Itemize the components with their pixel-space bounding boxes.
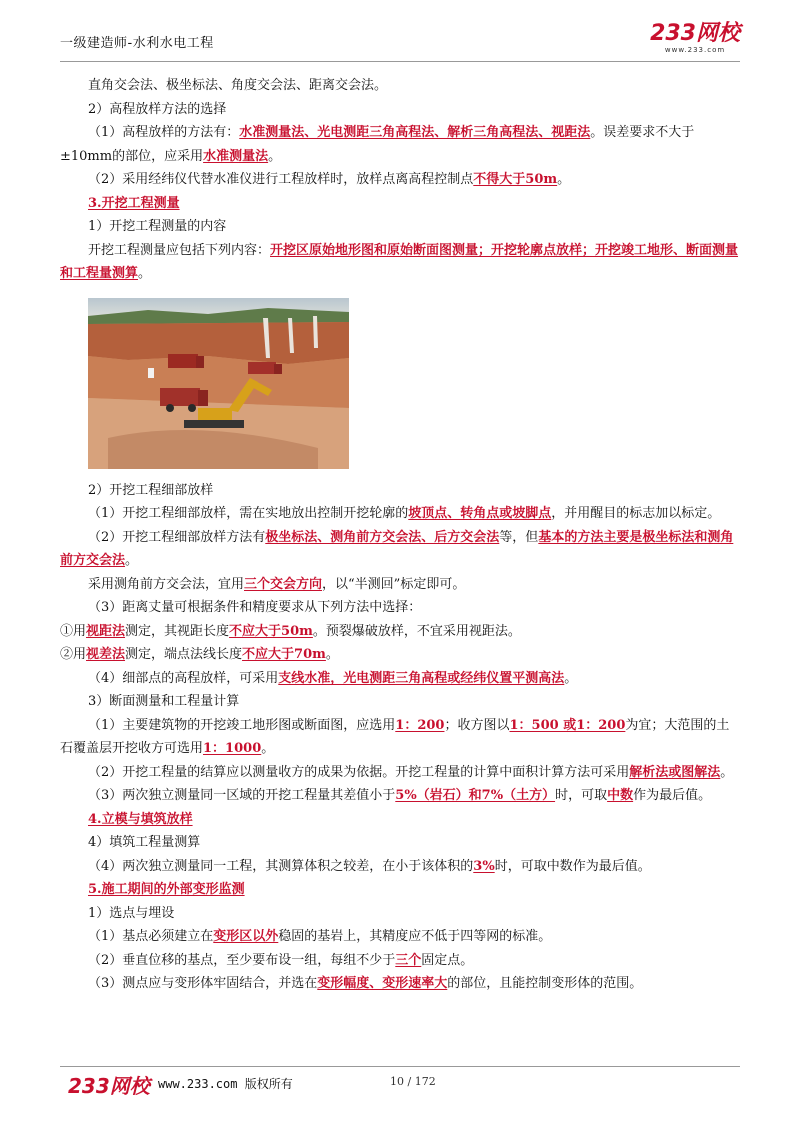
paragraph: （1）开挖工程细部放样，需在实地放出控制开挖轮廓的坡顶点、转角点或坡脚点，并用醒目的标志加以标定。: [88, 506, 721, 521]
key-term: 支线水准，光电测距三角高程或经纬仪置平测高法: [278, 670, 565, 686]
paragraph: 采用测角前方交会法，宜用三个交会方向，以“半测回”标定即可。: [88, 576, 466, 592]
key-term: 水准测量法、光电测距三角高程法、解析三角高程法、视距法: [239, 125, 591, 140]
excavation-site-photo: [88, 298, 349, 469]
list-item: ②用视差法测定，端点法线长度不应大于70m。: [60, 647, 339, 662]
key-term: 5%（岩石）和7%（土方）: [395, 788, 556, 803]
key-term: 1：1000: [203, 741, 262, 756]
section-heading: 5.施工期间的外部变形监测: [88, 882, 245, 897]
paragraph: （3）测点应与变形体牢固结合，并选在变形幅度、变形速率大的部位，且能控制变形体的范围。: [88, 976, 643, 991]
key-term: 3%: [473, 858, 495, 874]
key-term: 坡顶点、转角点或坡脚点: [408, 506, 552, 521]
key-term: 不应大于70m: [242, 647, 326, 662]
logo-text: 233网校: [650, 21, 740, 46]
key-term: 1：200: [395, 717, 445, 733]
header-divider: [60, 61, 740, 62]
page-number: 10 / 172: [390, 1075, 436, 1088]
key-term: 三个: [395, 952, 422, 968]
paragraph: （3）距离丈量可根据条件和精度要求从下列方法中选择：: [88, 600, 422, 615]
page-footer: [60, 1070, 740, 1096]
footer-logo: 233网校: [68, 1074, 150, 1098]
paragraph: （1）主要建筑物的开挖竣工地形图或断面图，应选用1：200；收方图以1：500 或1：200为宜；大范围的土石覆盖层开挖收方可选用1：1000。: [60, 717, 730, 756]
key-term: 视差法: [86, 647, 126, 662]
paragraph: （4）细部点的高程放样，可采用支线水准，光电测距三角高程或经纬仪置平测高法。: [88, 670, 578, 686]
subheading: 2）开挖工程细部放样: [88, 482, 214, 498]
paragraph: 开挖工程测量应包括下列内容：开挖区原始地形图和原始断面图测量；开挖轮廓点放样；开挖竣工地形、断面测量和工程量测算。: [60, 242, 739, 281]
page-header: [60, 22, 740, 62]
logo-url: www.233.com: [664, 46, 726, 54]
paragraph: （2）开挖工程细部放样方法有极坐标法、测角前方交会法、后方交会法等，但基本的方法主要是极坐标法和测角前方交会法。: [60, 529, 734, 568]
key-term: 基本的方法主要是极坐标法和测角前方交会法: [60, 529, 734, 568]
key-term: 解析法或图解法: [629, 764, 721, 780]
section-heading: 4.立模与填筑放样: [88, 811, 193, 827]
key-term: 水准测量法: [203, 148, 269, 164]
document-title: 一级建造师-水利水电工程: [60, 36, 214, 51]
paragraph: （4）两次独立测量同一工程，其测算体积之较差，在小于该体积的3%时，可取中数作为最后值。: [88, 858, 651, 874]
subheading: 1）开挖工程测量的内容: [88, 219, 227, 234]
list-item: ①用视距法测定，其视距长度不应大于50m。预裂爆破放样，不宜采用视距法。: [60, 623, 521, 639]
subheading: 1）选点与埋设: [88, 905, 175, 921]
subheading: 4）填筑工程量测算: [88, 835, 201, 850]
subheading: 3）断面测量和工程量计算: [88, 694, 240, 709]
paragraph: （1）基点必须建立在变形区以外稳固的基岩上，其精度应不低于四等网的标准。: [88, 929, 552, 944]
brand-logo: [650, 22, 740, 54]
key-term: 变形区以外: [213, 929, 279, 944]
section-heading: 3.开挖工程测量: [88, 195, 180, 211]
key-term: 三个交会方向: [244, 576, 323, 592]
paragraph: （2）开挖工程量的结算应以测量收方的成果为依据。开挖工程量的计算中面积计算方法可采用解析法或图解法。: [88, 764, 734, 780]
key-term: 极坐标法、测角前方交会法、后方交会法: [265, 529, 500, 545]
page-content: [60, 74, 740, 996]
paragraph: （1）高程放样的方法有：水准测量法、光电测距三角高程法、解析三角高程法、视距法。误差要求不大于±10mm的部位，应采用水准测量法。: [60, 125, 695, 164]
key-term: 1：500 或1：200: [509, 717, 626, 733]
paragraph: （2）采用经纬仪代替水准仪进行工程放样时，放样点离高程控制点不得大于50m。: [88, 172, 571, 187]
subheading: 2）高程放样方法的选择: [88, 101, 227, 117]
key-term: 视距法: [86, 623, 126, 639]
footer-divider: [60, 1066, 740, 1067]
key-term: 变形幅度、变形速率大: [317, 976, 448, 991]
copyright-text: www.233.com 版权所有: [158, 1077, 293, 1091]
key-term: 中数: [607, 788, 634, 803]
key-term: 开挖区原始地形图和原始断面图测量；开挖轮廓点放样；开挖竣工地形、断面测量和工程量测算: [60, 242, 739, 281]
key-term: 不应大于50m: [229, 623, 313, 639]
paragraph: （2）垂直位移的基点，至少要布设一组，每组不少于三个固定点。: [88, 952, 474, 968]
paragraph: 直角交会法、极坐标法、角度交会法、距离交会法。: [88, 78, 388, 93]
key-term: 不得大于50m: [473, 172, 558, 187]
paragraph: （3）两次独立测量同一区域的开挖工程量其差值小于5%（岩石）和7%（土方）时，可取中数作为最后值。: [88, 788, 712, 803]
